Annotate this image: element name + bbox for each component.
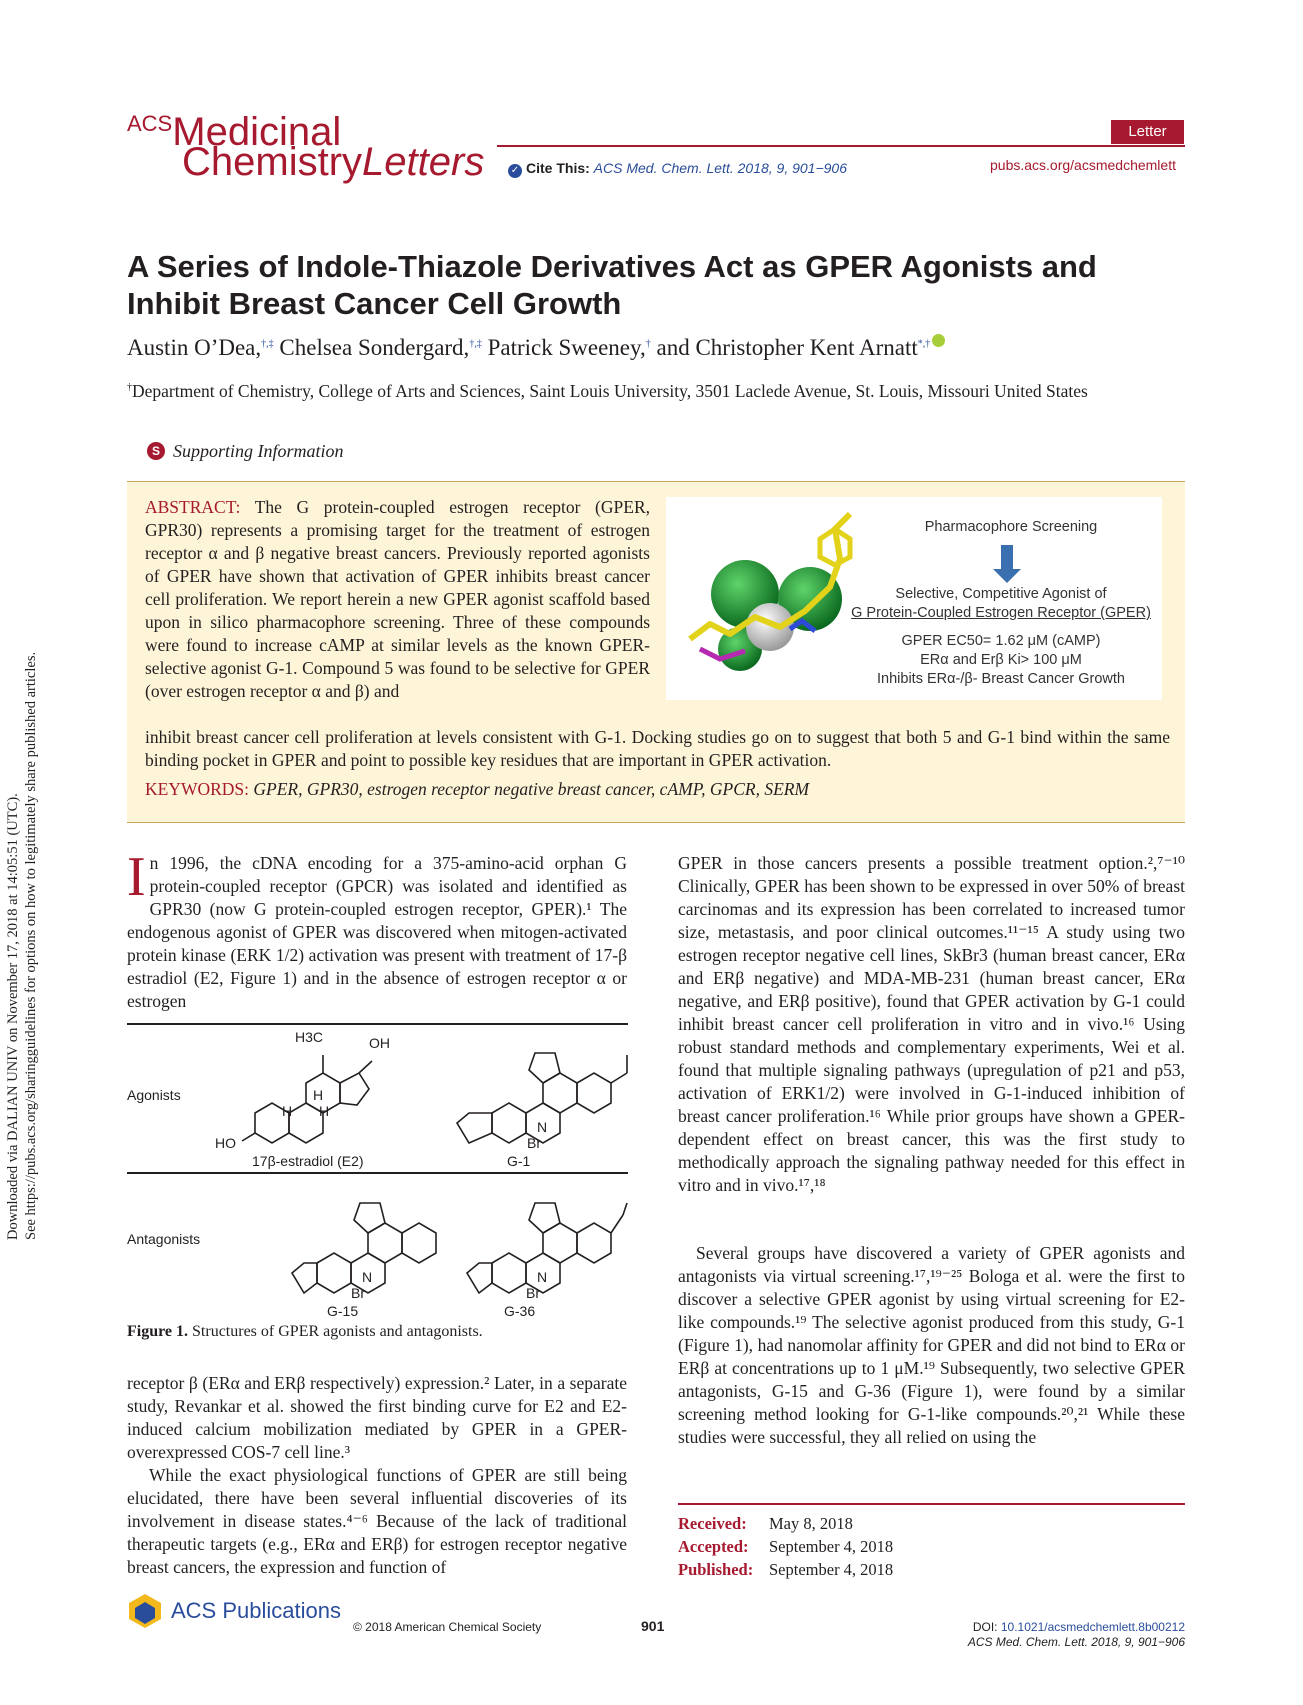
right-paragraph-1: GPER in those cancers presents a possible treatment option.²,⁷⁻¹⁰ Clinically, GPER has been shown to be expressed in over 50% of breast carcinomas and its expression has been correlated to increased tumor size, metastasis, and poor clinical outcomes.¹¹⁻¹⁵ A study using two estrogen receptor negative cell lines, SkBr3 (human breast cancer, ERα and ERβ negative) and MDA-MB-231 (human breast cancer, ERα negative, and ERβ positive), found that GPER activation by G-1 could inhibit breast cancer cell proliferation in vitro and in vivo.¹⁶ Using robust standard methods and complementary experiments, Wei et al. found that multiple signaling pathways (upregulation of p21 and p53, activation of ERK1/2) were involved in G-1-induced inhibition of breast cancer proliferation.¹⁶ While prior groups have shown a GPER-dependent effect on breast cancer, this was the first study to methodically approach the signaling pathway needed for this effect in vitro and in vivo.¹⁷,¹⁸ bbox=[678, 853, 1185, 1195]
keywords-label: KEYWORDS: bbox=[145, 779, 250, 799]
doi-line[interactable] bbox=[960, 1620, 1185, 1634]
journal-url[interactable]: pubs.acs.org/acsmedchemlett bbox=[990, 157, 1176, 173]
affiliation-mark: † bbox=[127, 382, 132, 394]
author-marks[interactable]: †,‡ bbox=[261, 338, 274, 350]
received-date: May 8, 2018 bbox=[769, 1514, 853, 1533]
atom-label-h: H bbox=[282, 1103, 293, 1119]
toc-line1: Selective, Competitive Agonist of bbox=[895, 586, 1107, 602]
g15-label: G-15 bbox=[327, 1303, 359, 1319]
author-name: and Christopher Kent Arnatt bbox=[656, 335, 918, 360]
header-rule bbox=[497, 145, 1185, 147]
logo-medicinal: Medicinal bbox=[172, 110, 342, 154]
dates-rule bbox=[678, 1503, 1185, 1505]
atom-label-n: N bbox=[537, 1119, 548, 1135]
side-download-note bbox=[4, 480, 40, 1240]
toc-line5: Inhibits ERα-/β- Breast Cancer Growth bbox=[877, 671, 1125, 687]
abstract-text-continued: inhibit breast cancer cell proliferation at levels consistent with G-1. Docking studies go on to suggest that both 5 and G-1 bind within the same binding pocket in GPER and point to possible key residues that are important in GPER activation. bbox=[145, 727, 1170, 770]
atom-label-h3c: H3C bbox=[295, 1029, 324, 1045]
cite-this[interactable] bbox=[508, 160, 847, 178]
atom-label-n: N bbox=[362, 1269, 373, 1285]
author-list bbox=[127, 334, 945, 361]
intro-text-1: n 1996, the cDNA encoding for a 375-amino-acid orphan G protein-coupled receptor (GPCR) was isolated and identified as GPR30 (now G protein-coupled estrogen receptor, GPER).¹ The endogenous agonist of GPER was discovered when mitogen-activated protein kinase (ERK 1/2) activation was present with treatment of 17-β estradiol (E2, Figure 1) and in the absence of estrogen receptor α or estrogen bbox=[127, 853, 627, 1011]
down-arrow-icon bbox=[1001, 545, 1013, 571]
g36-label: G-36 bbox=[504, 1303, 536, 1319]
abstract-label: ABSTRACT: bbox=[145, 497, 241, 517]
author-name: Patrick Sweeney, bbox=[487, 335, 646, 360]
atom-label-n: N bbox=[537, 1269, 548, 1285]
journal-reference: ACS Med. Chem. Lett. 2018, 9, 901−906 bbox=[967, 1635, 1185, 1649]
published-label: Published: bbox=[678, 1560, 754, 1579]
keywords bbox=[145, 779, 809, 800]
atom-label-br: Br bbox=[526, 1285, 540, 1301]
publisher-name: ACS Publications bbox=[171, 1598, 341, 1623]
acs-hexagon-icon bbox=[127, 1592, 163, 1628]
intro-paragraph-1 bbox=[127, 846, 627, 1013]
atom-label-br: Br bbox=[351, 1285, 365, 1301]
author-name: Chelsea Sondergard, bbox=[279, 335, 470, 360]
toc-heading: Pharmacophore Screening bbox=[924, 519, 1098, 535]
article-type-badge: Letter bbox=[1111, 120, 1184, 144]
atom-label-oh: OH bbox=[369, 1035, 390, 1051]
published-date: September 4, 2018 bbox=[769, 1560, 894, 1579]
doi-link[interactable]: 10.1021/acsmedchemlett.8b00212 bbox=[1000, 1620, 1185, 1634]
journal-logo-line2[interactable] bbox=[182, 142, 484, 182]
atom-label-ho: HO bbox=[215, 1135, 236, 1151]
atom-label-h: H bbox=[319, 1103, 330, 1119]
supporting-info-icon: S bbox=[147, 442, 165, 460]
author-marks[interactable]: *,† bbox=[917, 338, 931, 350]
accepted-date: September 4, 2018 bbox=[769, 1537, 894, 1556]
down-arrow-head bbox=[993, 569, 1021, 583]
check-icon: ✓ bbox=[508, 164, 522, 178]
cite-ref[interactable]: ACS Med. Chem. Lett. 2018, 9, 901−906 bbox=[593, 160, 847, 176]
atom-label-br: Br bbox=[527, 1135, 541, 1151]
caption-label: Figure 1. bbox=[127, 1323, 189, 1340]
cite-label: Cite This: bbox=[526, 160, 590, 176]
toc-line3: GPER EC50= 1.62 μM (cAMP) bbox=[901, 633, 1101, 649]
row-label-antagonists: Antagonists bbox=[127, 1231, 201, 1247]
right-paragraph-2: Several groups have discovered a variety of GPER agonists and antagonists via virtual screening.¹⁷,¹⁹⁻²⁵ Bologa et al. were the first to discover a selective GPER agonist by using virtual screening for E2-like compounds.¹⁹ The selective agonist produced from this study, G-1 (Figure 1), had nanomolar affinity for GPER and did not bind to ERα or ERβ at concentrations up to 1 μM.¹⁹ Subsequently, two selective GPER antagonists, G-15 and G-36 (Figure 1), were found by a similar screening method looking for G-1-like compounds.²⁰,²¹ While these studies were successful, they all relied on using the bbox=[678, 1243, 1185, 1447]
article-dates bbox=[678, 1512, 893, 1581]
figure-1 bbox=[127, 1025, 628, 1319]
logo-acs: ACS bbox=[127, 111, 173, 136]
intro-paragraph-3: While the exact physiological functions of GPER are still being elucidated, there have been several influential discoveries of its involvement in disease states.⁴⁻⁶ Because of the lack of traditional therapeutic targets (e.g., ERα and ERβ) for estrogen receptor negative breast cancers, the expression and function of bbox=[127, 1465, 627, 1577]
logo-chemistry: Chemistry bbox=[182, 140, 363, 184]
toc-line4: ERα and Erβ Ki> 100 μM bbox=[920, 652, 1082, 668]
supporting-info-link[interactable] bbox=[147, 441, 344, 462]
side-note-line1: Downloaded via DALIAN UNIV on November 17, 2018 at 14:05:51 (UTC). bbox=[5, 793, 21, 1240]
affiliation-text: Department of Chemistry, College of Arts and Sciences, Saint Louis University, 3501 Laclede Avenue, St. Louis, Missouri United States bbox=[132, 381, 1088, 401]
keywords-list: GPER, GPR30, estrogen receptor negative breast cancer, cAMP, GPCR, SERM bbox=[253, 779, 810, 799]
side-note-line2: See https://pubs.acs.org/sharingguidelines for options on how to legitimately share published articles. bbox=[23, 651, 39, 1240]
abstract-text bbox=[145, 496, 650, 703]
article-title: A Series of Indole-Thiazole Derivatives Act as GPER Agonists and Inhibit Breast Cancer Cell Growth bbox=[127, 249, 1097, 321]
intro-paragraph-2: receptor β (ERα and ERβ respectively) expression.² Later, in a separate study, Revankar et al. showed the first binding curve for E2 and E2-induced calcium mobilization mediated by GPER in a GPER-overexpressed COS-7 cell line.³ bbox=[127, 1373, 627, 1462]
caption-text: Structures of GPER agonists and antagonists. bbox=[192, 1323, 483, 1340]
pharmacophore-model-image bbox=[670, 499, 860, 699]
author-name: Austin O’Dea, bbox=[127, 335, 262, 360]
figure-caption bbox=[127, 1323, 483, 1341]
supporting-info-label: Supporting Information bbox=[173, 441, 344, 461]
toc-graphic bbox=[666, 497, 1162, 700]
toc-line2: G Protein-Coupled Estrogen Receptor (GPER) bbox=[851, 605, 1151, 621]
drop-cap: I bbox=[127, 846, 146, 908]
atom-label-h: H bbox=[313, 1087, 324, 1103]
logo-letters: Letters bbox=[362, 140, 485, 184]
affiliation bbox=[127, 380, 1187, 403]
abstract-part1: The G protein-coupled estrogen receptor (GPER, GPR30) represents a promising target for the treatment of estrogen receptor α and β negative breast cancers. Previously reported agonists of GPER have shown that activation of GPER inhibits breast cancer cell proliferation. We report herein a new GPER agonist scaffold based upon in silico pharmacophore screening. Three of these compounds were found to increase cAMP at similar levels as the known GPER-selective agonist G-1. Compound 5 was found to be selective for GPER (over estrogen receptor α and β) and bbox=[145, 497, 650, 701]
page-number: 901 bbox=[641, 1618, 665, 1634]
row-label-agonists: Agonists bbox=[127, 1087, 181, 1103]
author-marks[interactable]: †,‡ bbox=[469, 338, 482, 350]
orcid-icon[interactable] bbox=[932, 334, 945, 347]
doi-label: DOI: bbox=[972, 1620, 998, 1634]
e2-label: 17β-estradiol (E2) bbox=[252, 1153, 364, 1169]
g1-label: G-1 bbox=[507, 1153, 531, 1169]
accepted-label: Accepted: bbox=[678, 1537, 749, 1556]
received-label: Received: bbox=[678, 1514, 747, 1533]
author-marks[interactable]: † bbox=[645, 338, 651, 350]
chemical-structures bbox=[127, 1025, 628, 1315]
copyright: © 2018 American Chemical Society bbox=[353, 1620, 542, 1634]
